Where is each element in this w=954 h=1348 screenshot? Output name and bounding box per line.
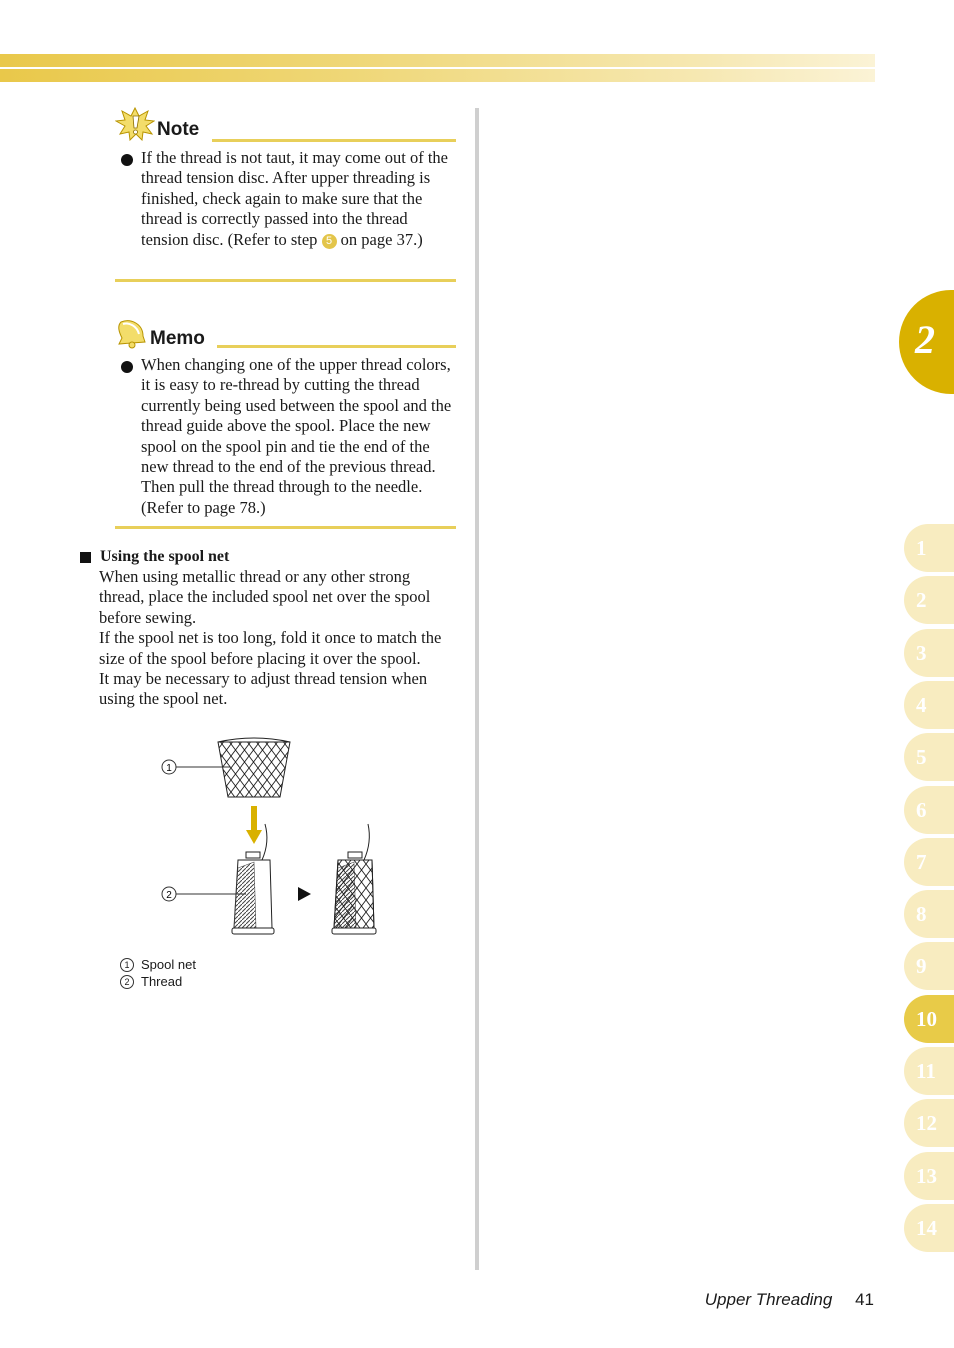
step-number-badge: 5	[322, 234, 337, 249]
side-tab-9[interactable]: 9	[904, 942, 954, 990]
side-tab-11[interactable]: 11	[904, 1047, 954, 1095]
chapter-number: 2	[915, 317, 935, 362]
side-tab-7[interactable]: 7	[904, 838, 954, 886]
side-tab-13[interactable]: 13	[904, 1152, 954, 1200]
legend-label: Spool net	[141, 957, 196, 972]
section-paragraph: When using metallic thread or any other strong thread, place the included spool net over the spool before sewing.	[99, 567, 431, 627]
netted-spool-icon	[332, 824, 376, 934]
side-tab-5[interactable]: 5	[904, 733, 954, 781]
section-paragraph: If the spool net is too long, fold it once to match the size of the spool before placing it over the spool.	[99, 628, 442, 668]
section-heading	[80, 548, 229, 566]
legend-number: 2	[120, 975, 134, 989]
footer-section-title: Upper Threading	[704, 1290, 833, 1309]
side-tab-12[interactable]: 12	[904, 1099, 954, 1147]
note-header	[115, 107, 199, 141]
bullet-icon	[121, 361, 133, 373]
note-title: Note	[157, 119, 200, 140]
side-tab-10[interactable]: 10	[904, 995, 954, 1043]
legend-number: 1	[120, 958, 134, 972]
bullet-icon	[121, 154, 133, 166]
note-text-part2: on page 37.)	[340, 229, 423, 249]
column-divider	[475, 108, 479, 1270]
legend-item	[120, 973, 196, 990]
memo-text: When changing one of the upper thread colors, it is easy to re-thread by cutting the thread currently being used between the spool and the thread guide above the spool. Place the new spool on the spool pin and tie the end of the new thread to the end of the previous thread. Then pull the thread through to the needle. (Refer to page 78.)	[141, 355, 452, 517]
square-bullet-icon	[80, 552, 91, 563]
chapter-tab	[899, 290, 954, 394]
note-text	[141, 148, 457, 250]
page-footer	[705, 1290, 874, 1310]
side-tab-14[interactable]: 14	[904, 1204, 954, 1252]
side-tab-2[interactable]: 2	[904, 576, 954, 624]
note-item	[121, 148, 457, 250]
legend-item	[120, 956, 196, 973]
callout-1	[162, 760, 230, 774]
header-band-top	[0, 54, 875, 67]
memo-bell-icon	[115, 318, 147, 350]
down-arrow-icon	[246, 806, 262, 844]
note-burst-icon	[115, 107, 155, 141]
callout-2-number: 2	[166, 890, 172, 901]
note-bottom-rule	[115, 279, 456, 282]
side-tab-8[interactable]: 8	[904, 890, 954, 938]
spool-net-illustration	[150, 732, 390, 942]
callout-1-number: 1	[166, 763, 172, 774]
legend-label: Thread	[141, 974, 183, 989]
side-tab-6[interactable]: 6	[904, 786, 954, 834]
callout-2	[162, 887, 246, 901]
note-text-part1: If the thread is not taut, it may come out of the thread tension disc. After upper threading is finished, check again to make sure that the thread is correctly passed into the thread tension disc. (Refer to step	[141, 148, 448, 249]
right-arrow-icon	[298, 887, 311, 901]
side-tab-4[interactable]: 4	[904, 681, 954, 729]
note-header-rule	[212, 139, 456, 142]
memo-header	[115, 318, 205, 350]
page-number: 41	[855, 1290, 874, 1309]
section-title: Using the spool net	[100, 548, 230, 565]
figure-legend	[120, 956, 196, 990]
section-paragraph: It may be necessary to adjust thread tension when using the spool net.	[99, 669, 428, 709]
memo-item	[121, 355, 457, 518]
section-body	[99, 567, 459, 710]
memo-bottom-rule	[115, 526, 456, 529]
memo-title: Memo	[150, 328, 205, 349]
side-tab-3[interactable]: 3	[904, 629, 954, 677]
header-band-bottom	[0, 69, 875, 82]
memo-header-rule	[217, 345, 456, 348]
side-tab-1[interactable]: 1	[904, 524, 954, 572]
